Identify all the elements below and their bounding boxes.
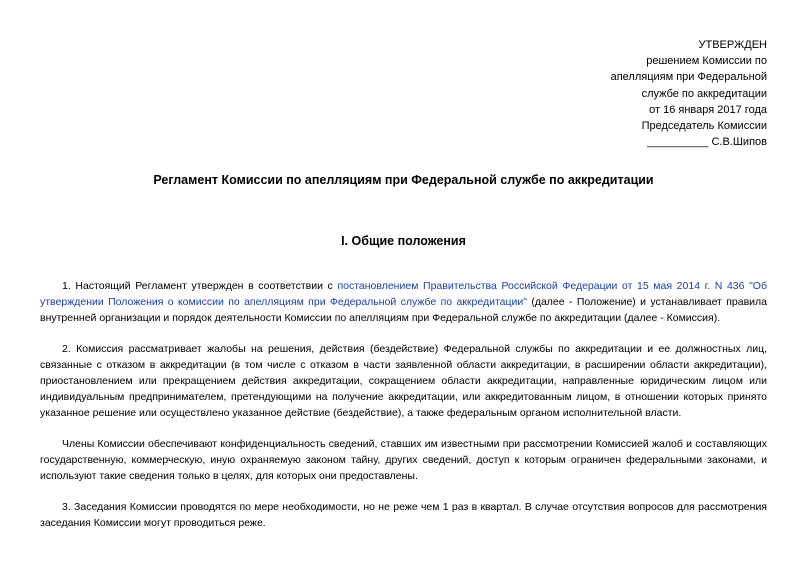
approval-line: Председатель Комиссии [641,120,767,133]
paragraph-1-text-after: (далее - Положение) и устанавливает правила внутренней организации и порядок деятельности Комиссии по апелляциям при Федеральной службе по аккредитации (далее - Комиссия). [40,296,767,324]
paragraph-3: Члены Комиссии обеспечивают конфиденциальность сведений, ставших им известными при рассмотрении Комиссией жалоб и составляющих государственную, коммерческую, иную охраняемую законом тайну, других сведений, доступ к которым ограничен федеральными законами, и используют такие сведения только в целях, для которых они предоставлены. [40,438,767,482]
approval-line: решением Комиссии по [646,55,767,68]
paragraph-1-text-before: 1. Настоящий Регламент утвержден в соответствии с [62,280,338,292]
approval-line: службе по аккредитации [641,87,767,100]
approval-line: апелляциям при Федеральной [610,71,767,84]
section-title: I. Общие положения [341,234,466,248]
approval-line: __________ С.В.Шипов [647,136,767,149]
document-title: Регламент Комиссии по апелляциям при Федеральной службе по аккредитации [153,173,654,187]
approval-line: от 16 января 2017 года [649,103,767,116]
approval-line: УТВЕРЖДЕН [698,39,767,51]
approval-block [611,37,767,150]
paragraph-2: 2. Комиссия рассматривает жалобы на решения, действия (бездействие) Федеральной службы по аккредитации и ее должностных лиц, связанные с отказом в аккредитации (в том числе с отказом в части заявленной области аккредитации, в расширении области аккредитации), приостановлением или прекращением действия аккредитации, сокращением области аккредитации, направленные юридическим лицом или индивидуальным предпринимателем, претендующими на получение аккредитации, или аккредитованным лицом, в отношении которых принято указанное решение или осуществлено указанное действие (бездействие), а также федеральным органом исполнительной власти. [40,343,767,419]
paragraph-4: 3. Заседания Комиссии проводятся по мере необходимости, но не реже чем 1 раз в квартал. В случае отсутствия вопросов для рассмотрения заседания Комиссии могут проводиться реже. [40,501,767,529]
regulation-link[interactable]: постановлением Правительства Российской Федерации от 15 мая 2014 г. N 436 "Об утверждении Положения о комиссии по апелляциям при Федеральной службе по аккредитации" [40,280,767,308]
paragraph-1 [40,278,767,326]
